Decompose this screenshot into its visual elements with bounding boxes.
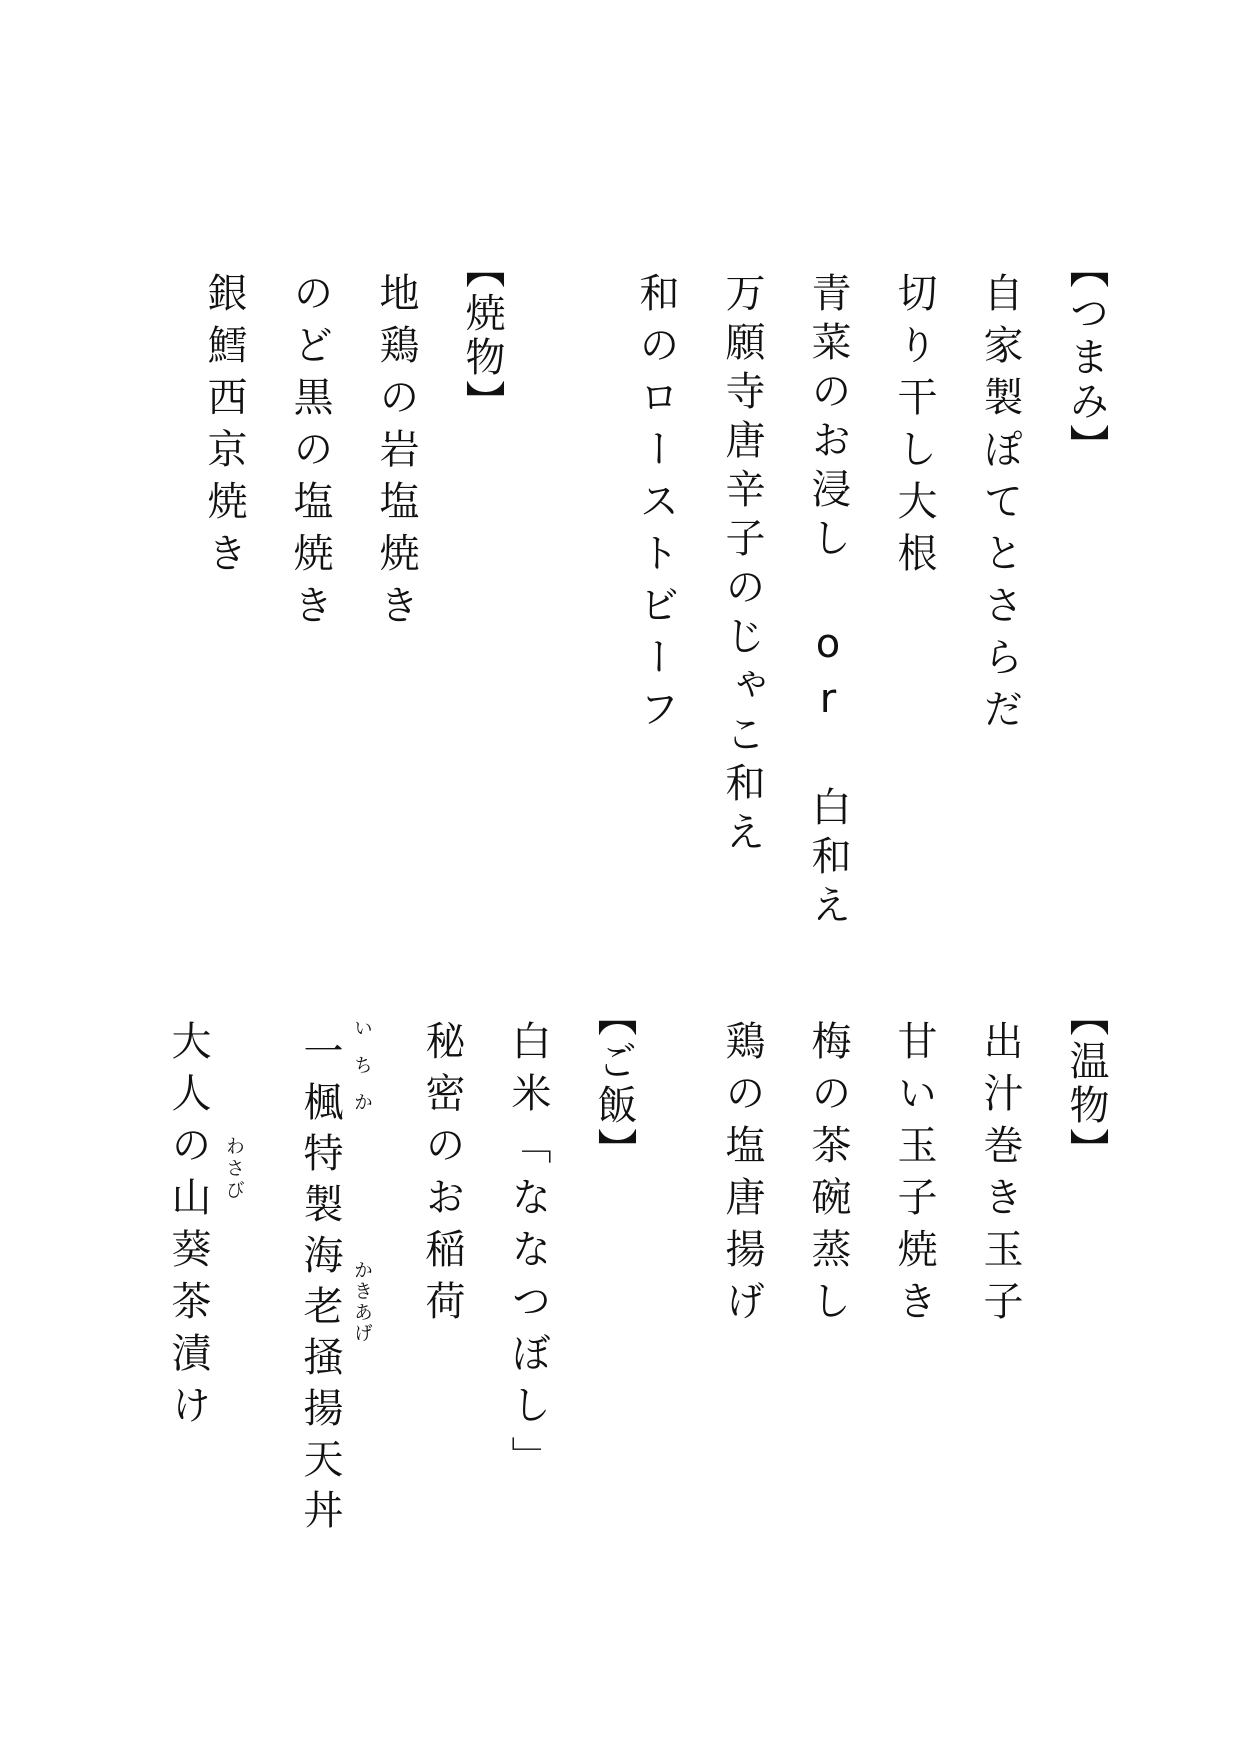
menu-item: のど黒の塩焼き: [287, 272, 333, 636]
menu-item: 大人の山葵茶漬け: [165, 1020, 211, 1436]
menu-item: 切り干し大根: [891, 272, 937, 584]
menu-item: 自家製ぽてとさらだ: [977, 272, 1023, 740]
menu-item: 甘い玉子焼き: [891, 1020, 937, 1332]
menu-item: 梅の茶碗蒸し: [805, 1020, 851, 1332]
menu-item: 白米「ななつぼし」: [505, 1020, 551, 1488]
section-header-yakimono: 【焼物】: [459, 248, 505, 424]
section-header-gohan: 【ご飯】: [591, 996, 637, 1172]
menu-item: 鶏の塩唐揚げ: [719, 1020, 765, 1332]
section-header-onmono: 【温物】: [1063, 996, 1109, 1172]
menu-item: 一楓特製海老掻揚天丼: [297, 1030, 343, 1540]
ruby-wasabi: わさび: [223, 1136, 245, 1202]
menu-item: 銀鱈西京焼き: [201, 272, 247, 584]
ruby-ichika: いちか: [351, 1018, 373, 1129]
menu-item: 和のローストビーフ: [633, 272, 679, 740]
menu-item: 出汁巻き玉子: [977, 1020, 1023, 1332]
menu-item: 青菜のお浸し or 白和え: [805, 272, 851, 933]
menu-item: 万願寺唐辛子のじゃこ和え: [719, 272, 765, 860]
menu-item: 地鶏の岩塩焼き: [373, 272, 419, 636]
menu-item: 秘密のお稲荷: [419, 1020, 465, 1332]
ruby-kakiage: かきあげ: [351, 1260, 373, 1344]
section-header-tsumami: 【つまみ】: [1063, 248, 1109, 468]
